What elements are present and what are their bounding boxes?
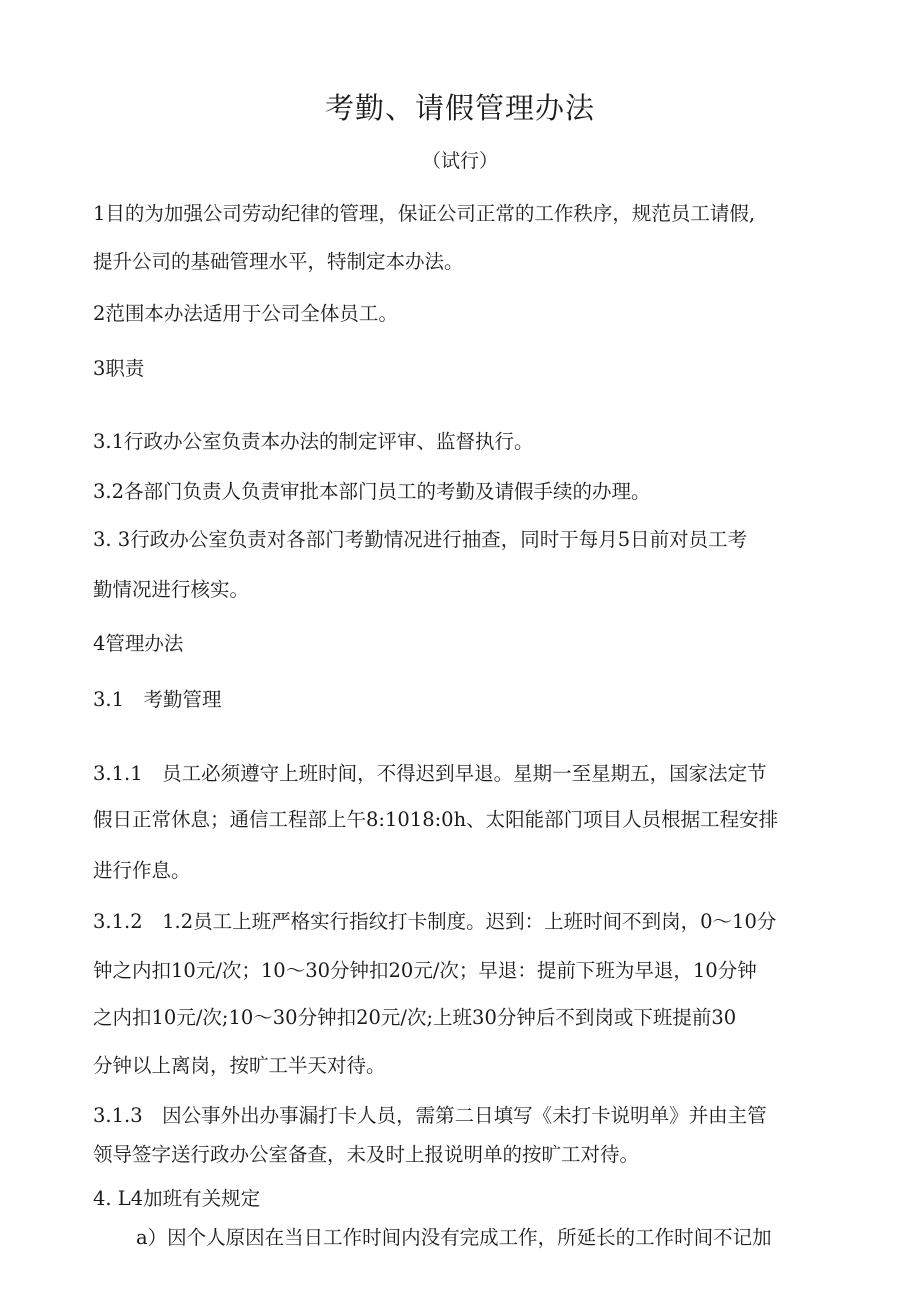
paragraph-3-1-2-line3: 之内扣10元/次;10～30分钟扣20元/次;上班30分钟后不到岗或下班提前30 xyxy=(93,1006,737,1029)
paragraph-3-1-2-line1: 3.1.2 1.2员工上班严格实行指纹打卡制度。迟到：上班时间不到岗，0～10分 xyxy=(93,910,777,933)
paragraph-overtime-a: a）因个人原因在当日工作时间内没有完成工作，所延长的工作时间不记加 xyxy=(136,1226,772,1249)
paragraph-3-3-line1: 3. 3行政办公室负责对各部门考勤情况进行抽查，同时于每月5日前对员工考 xyxy=(93,528,748,551)
heading-responsibilities: 3职责 xyxy=(93,357,145,380)
paragraph-3-1-3-line1: 3.1.3 因公事外出办事漏打卡人员，需第二日填写《未打卡说明单》并由主管 xyxy=(93,1104,767,1127)
document-subtitle: （试行） xyxy=(421,150,498,172)
paragraph-3-1: 3.1行政办公室负责本办法的制定评审、监督执行。 xyxy=(93,430,534,453)
paragraph-3-2: 3.2各部门负责人负责审批本部门员工的考勤及请假手续的办理。 xyxy=(93,480,651,503)
paragraph-scope: 2范围本办法适用于公司全体员工。 xyxy=(93,302,398,325)
paragraph-3-1-2-line4: 分钟以上离岗，按旷工半天对待。 xyxy=(93,1054,386,1077)
paragraph-purpose-line2: 提升公司的基础管理水平，特制定本办法。 xyxy=(93,250,464,273)
paragraph-3-1-1-line3: 进行作息。 xyxy=(93,859,191,882)
heading-management: 4管理办法 xyxy=(93,632,184,655)
heading-overtime: 4. L4加班有关规定 xyxy=(93,1187,261,1210)
heading-attendance: 3.1 考勤管理 xyxy=(93,688,222,711)
paragraph-3-3-line2: 勤情况进行核实。 xyxy=(93,578,250,601)
paragraph-3-1-3-line2: 领导签字送行政办公室备查，未及时上报说明单的按旷工对待。 xyxy=(93,1143,640,1166)
paragraph-3-1-1-line2: 假日正常休息；通信工程部上午8:1018:0h、太阳能部门项目人员根据工程安排 xyxy=(93,808,779,831)
document-title: 考勤、请假管理办法 xyxy=(324,91,595,125)
paragraph-3-1-2-line2: 钟之内扣10元/次；10～30分钟扣20元/次；早退：提前下班为早退，10分钟 xyxy=(93,959,757,982)
paragraph-3-1-1-line1: 3.1.1 员工必须遵守上班时间，不得迟到早退。星期一至星期五，国家法定节 xyxy=(93,762,767,785)
paragraph-purpose-line1: 1目的为加强公司劳动纪律的管理，保证公司正常的工作秩序，规范员工请假, xyxy=(93,202,756,225)
